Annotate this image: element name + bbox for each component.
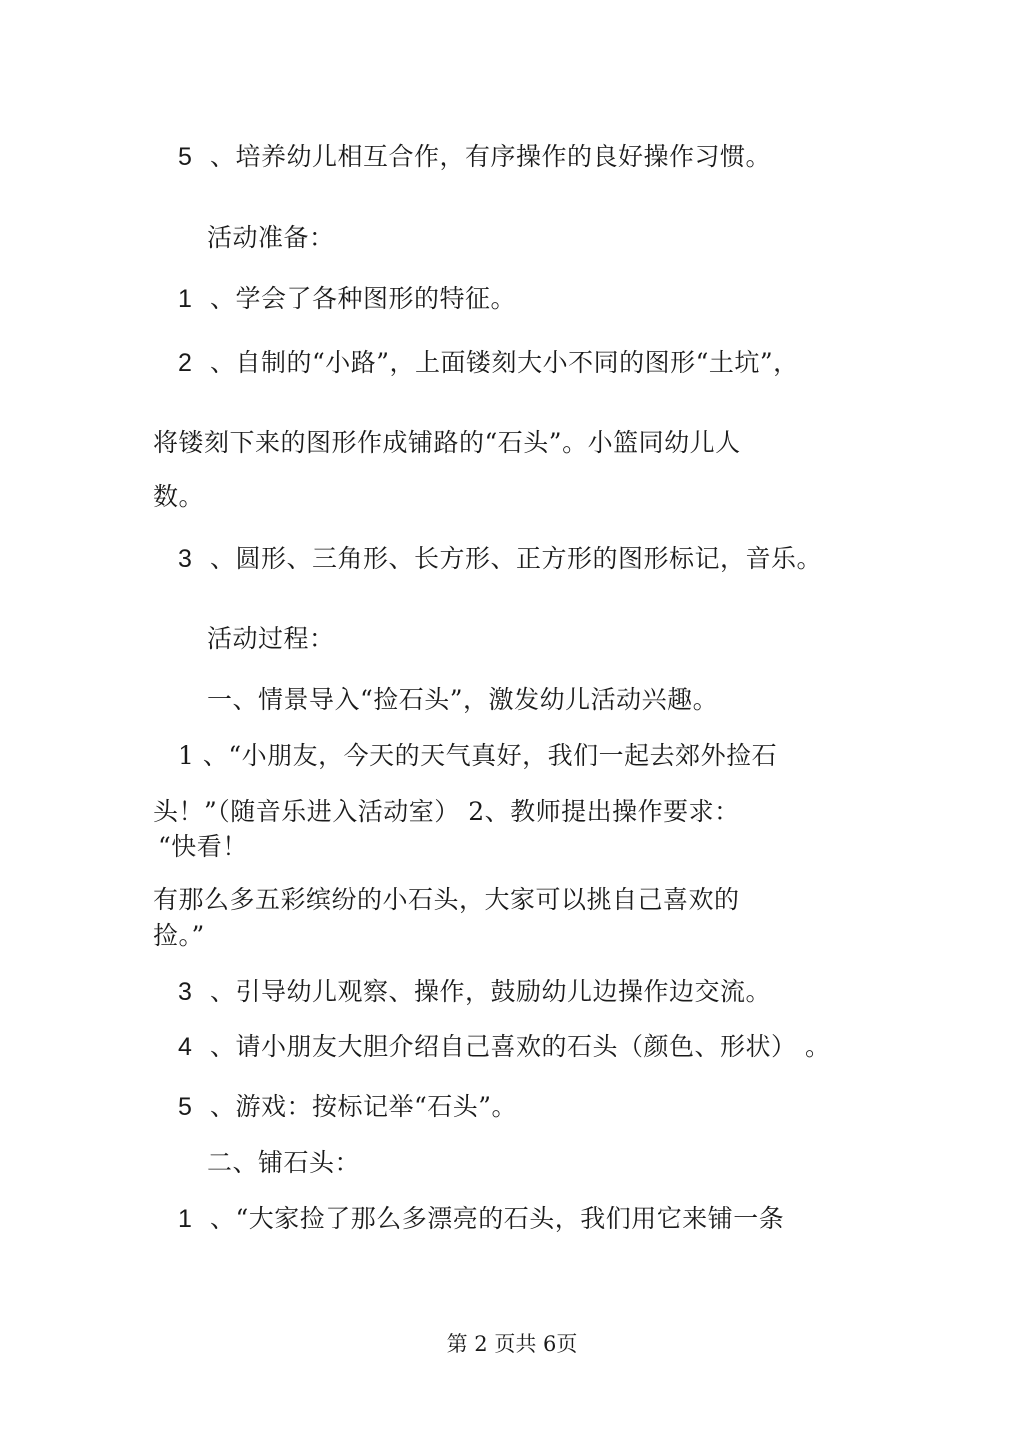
line-text: 头！”（随音乐进入活动室） 2、教师提出操作要求：	[153, 797, 740, 826]
text-line	[178, 1032, 830, 1062]
text-line	[178, 1092, 517, 1122]
text-line	[178, 741, 777, 771]
line-text: 有那么多五彩缤纷的小石头，大家可以挑自己喜欢的	[153, 885, 740, 914]
line-text: 、圆形、三角形、长方形、正方形的图形标记，音乐。	[210, 544, 823, 573]
text-line	[153, 921, 205, 951]
list-number: 3	[178, 978, 193, 1006]
line-text: 、游戏：按标记举“石头”。	[210, 1092, 518, 1121]
list-number: 1	[178, 1205, 193, 1233]
text-line	[158, 832, 248, 862]
text-line	[178, 284, 516, 314]
line-text: 1 、“小朋友，今天的天气真好，我们一起去郊外捡石	[178, 741, 778, 770]
section-heading	[207, 624, 335, 654]
list-number: 2	[178, 349, 193, 377]
line-text: 、引导幼儿观察、操作，鼓励幼儿边操作边交流。	[210, 977, 772, 1006]
section-heading	[207, 223, 335, 253]
line-text: 、“大家捡了那么多漂亮的石头，我们用它来铺一条	[210, 1204, 785, 1233]
text-line	[178, 142, 771, 172]
list-number: 4	[178, 1033, 193, 1061]
list-number: 5	[178, 143, 193, 171]
line-text: 活动准备：	[207, 223, 335, 252]
list-number: 1	[178, 285, 193, 313]
line-text: 、培养幼儿相互合作，有序操作的良好操作习惯。	[210, 142, 772, 171]
line-text: 、自制的“小路”，上面镂刻大小不同的图形“土坑”，	[210, 348, 799, 377]
line-text: 数。	[153, 482, 205, 511]
line-text: “快看！	[158, 832, 248, 861]
line-text: 、请小朋友大胆介绍自己喜欢的石头（颜色、形状） 。	[210, 1032, 831, 1061]
text-line	[153, 428, 741, 458]
line-text: 活动过程：	[207, 624, 335, 653]
text-line	[153, 482, 204, 512]
line-text: 一、情景导入“捡石头”，激发幼儿活动兴趣。	[207, 685, 719, 714]
section-heading	[207, 1148, 360, 1178]
list-number: 3	[178, 545, 193, 573]
line-text: 将镂刻下来的图形作成铺路的“石头”。小篮同幼儿人	[153, 428, 741, 457]
text-line	[178, 544, 822, 574]
page-number-footer: 第 2 页共 6页	[446, 1332, 578, 1356]
line-text: 二、铺石头：	[207, 1148, 361, 1177]
section-heading	[207, 685, 718, 715]
text-line	[153, 797, 740, 827]
text-line	[178, 977, 771, 1007]
text-line	[178, 1204, 784, 1234]
line-text: 捡。”	[153, 921, 205, 950]
text-line	[178, 348, 799, 378]
list-number: 5	[178, 1093, 193, 1121]
line-text: 、学会了各种图形的特征。	[210, 284, 517, 313]
text-line	[153, 885, 740, 915]
